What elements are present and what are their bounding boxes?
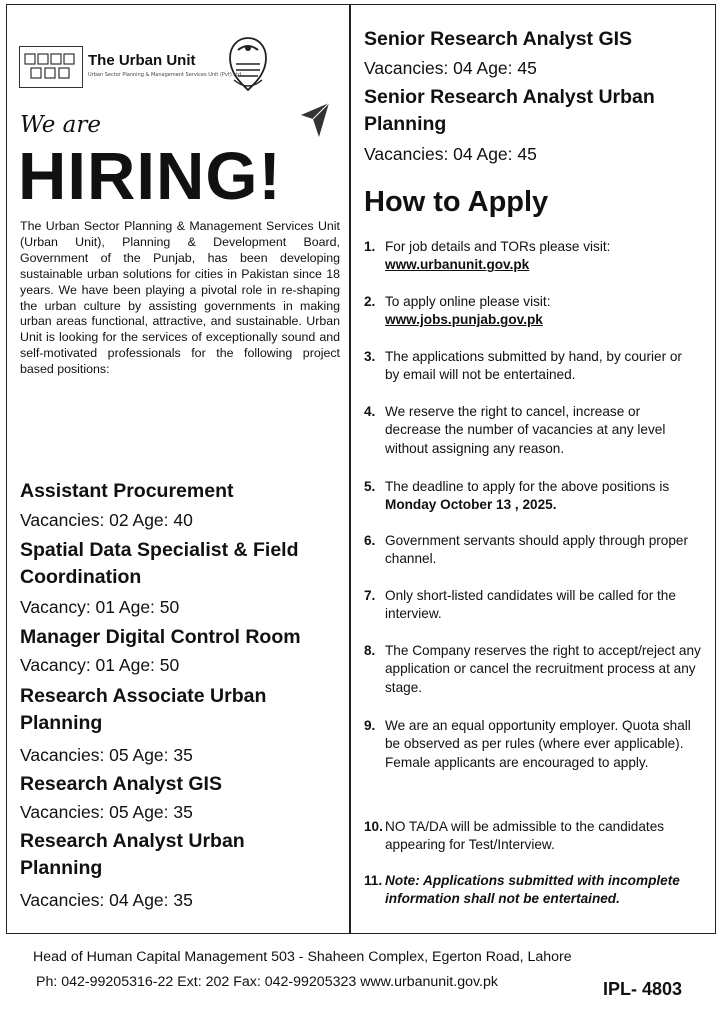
urban-unit-logo <box>19 46 83 88</box>
ipl-code: IPL- 4803 <box>603 979 683 999</box>
org-name: The Urban Unit <box>88 52 196 69</box>
punjab-emblem-icon <box>224 34 272 94</box>
position-vacancy: Vacancies: 05 Age: 35 <box>20 745 193 765</box>
deadline-date: Monday October 13 , 2025. <box>385 497 557 513</box>
position-title: Senior Research Analyst GIS <box>364 28 633 50</box>
footer-address: Head of Human Capital Management 503 - Shaheen Complex, Egerton Road, Lahore <box>33 949 572 965</box>
position-vacancy: Vacancies: 04 Age: 45 <box>364 144 537 164</box>
footer-contact: Ph: 042-99205316-22 Ext: 202 Fax: 042-99205323 www.urbanunit.gov.pk <box>36 974 498 990</box>
column-divider <box>349 4 351 934</box>
position-vacancy: Vacancy: 01 Age: 50 <box>20 597 180 617</box>
jobs-punjab-link[interactable]: www.jobs.punjab.gov.pk <box>385 312 543 328</box>
position-vacancy: Vacancies: 05 Age: 35 <box>20 802 193 822</box>
position-title: Research Analyst GIS <box>20 773 222 795</box>
we-are-text: We are <box>20 112 102 138</box>
position-title: Research Analyst Urban Planning <box>20 830 245 879</box>
urbanunit-link[interactable]: www.urbanunit.gov.pk <box>385 257 530 273</box>
position-title: Manager Digital Control Room <box>20 626 301 648</box>
intro-paragraph: The Urban Sector Planning & Management Services Unit (Urban Unit), Planning & Development Board, Government of the Punjab, has been developing sustainable urban solutions for cities in Pakistan since 18 years. We have been playing a pivotal role in re-shaping the urban culture by assisting governments in making urban areas functional, attractive, and sustainable. Urban Unit is looking for the services of exceptionally sound and self-motivated professionals for the following project based positions: <box>20 219 340 377</box>
note-text: Note: Applications submitted with incomplete information shall not be entertained. <box>385 873 680 907</box>
position-vacancy: Vacancies: 04 Age: 35 <box>20 890 193 910</box>
position-title: Spatial Data Specialist & Field Coordination <box>20 539 299 588</box>
org-subtitle: Urban Sector Planning & Management Services Unit (Pvt) Ltd <box>88 72 242 78</box>
position-title: Research Associate Urban Planning <box>20 685 267 734</box>
position-vacancy: Vacancies: 04 Age: 45 <box>364 58 537 78</box>
how-to-apply-heading: How to Apply <box>364 186 549 218</box>
position-vacancy: Vacancy: 01 Age: 50 <box>20 655 180 675</box>
position-vacancy: Vacancies: 02 Age: 40 <box>20 510 193 530</box>
position-title: Assistant Procurement <box>20 480 234 502</box>
position-title: Senior Research Analyst Urban Planning <box>364 86 655 135</box>
hiring-heading: HIRING! <box>18 139 282 214</box>
paper-plane-icon <box>299 101 331 139</box>
